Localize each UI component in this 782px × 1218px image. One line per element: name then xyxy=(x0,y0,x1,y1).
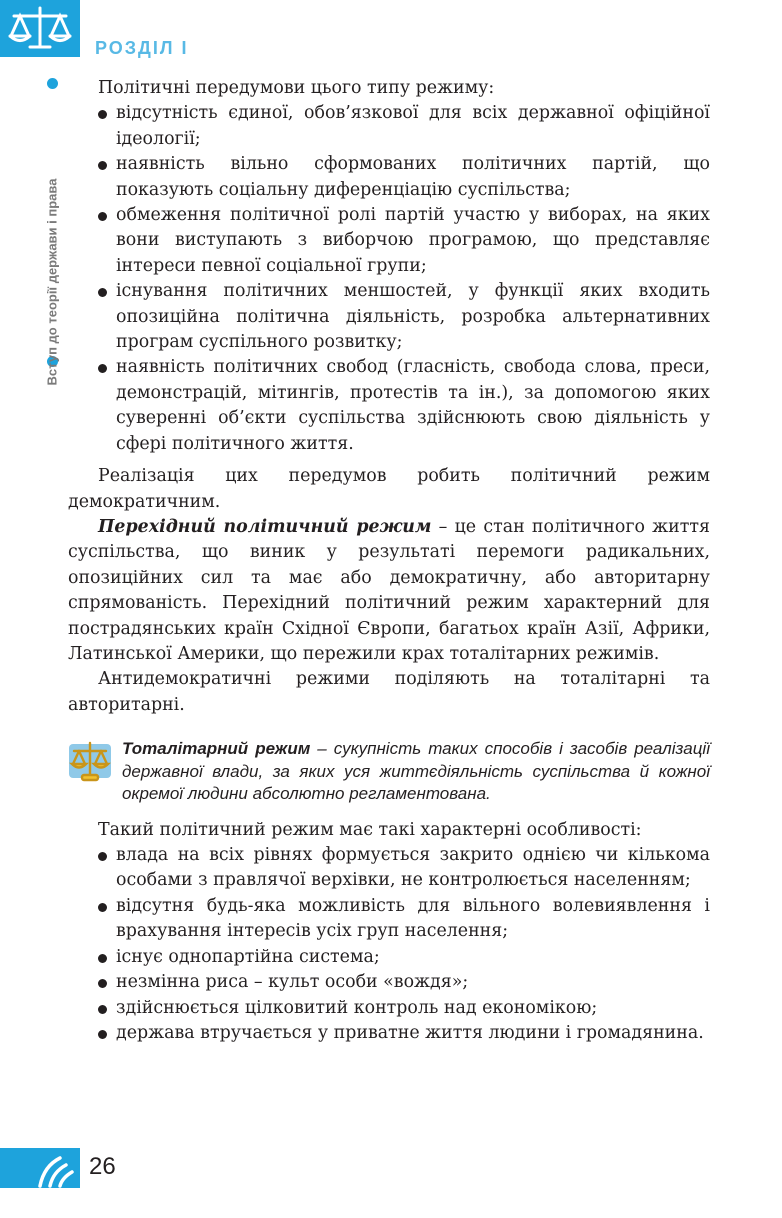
list-item: наявність вільно сформованих політичних партій, що показують соціальну диференціацію суспільства; xyxy=(68,152,710,203)
definition-text: – сукупність таких способів і засобів реалізації державної влади, за яких уся життєдіяльність суспільства й кожної окремої людини абсолютно регламентована. xyxy=(122,739,710,804)
bullet-icon xyxy=(98,364,107,373)
list-item: наявність політичних свобод (гласність, свобода слова, преси, демонстрацій, мітингів, протестів та ін.), за допомогою яких суверенні об’єкти суспільства здійснюють свою діяльність у сфері політичного життя. xyxy=(68,355,710,457)
list-item: держава втручається у приватне життя людини і громадянина. xyxy=(68,1021,710,1046)
bullet-icon xyxy=(98,212,107,221)
list-item: незмінна риса – культ особи «вождя»; xyxy=(68,970,710,995)
list-item: влада на всіх рівнях формується закрито однією чи кількома особами з правлячої верхівки, не контролюється населенням; xyxy=(68,843,710,894)
scales-icon xyxy=(0,0,80,57)
preconditions-intro: Політичні передумови цього типу режиму: xyxy=(98,78,495,98)
bullet-icon xyxy=(98,1030,107,1039)
bullet-icon xyxy=(98,979,107,988)
list-item: існує однопартійна система; xyxy=(68,945,710,970)
side-dot-top xyxy=(47,78,58,89)
page-number: 26 xyxy=(89,1153,116,1180)
bullet-icon xyxy=(98,161,107,170)
list-item: існування політичних меншостей, у функції яких входить опозиційна політична діяльність, розробка альтернативних програм суспільного розвитку; xyxy=(68,279,710,355)
bullet-icon xyxy=(98,288,107,297)
bullet-icon xyxy=(98,110,107,119)
definition-box xyxy=(68,738,710,806)
bullet-icon xyxy=(98,903,107,912)
realization-paragraph: Реалізація цих передумов робить політичний режим демократичним. xyxy=(68,466,710,512)
waves-icon xyxy=(0,1148,80,1188)
header-tab xyxy=(0,0,80,57)
footer-tab xyxy=(0,1148,80,1188)
features-intro: Такий політичний режим має такі характерні особливості: xyxy=(98,819,642,840)
features-list xyxy=(68,843,710,1046)
list-item: здійснюється цілковитий контроль над економікою; xyxy=(68,996,710,1021)
list-item: обмеження політичної ролі партій участю у виборах, на яких вони виступають з виборчою програмою, що представляє інтереси певної соціальної групи; xyxy=(68,203,710,279)
transitional-paragraph: Перехідний політичний режим – це стан політичного життя суспільства, що виник у результаті перемоги радикальних, опозиційних сил та має або демократичну, або авторитарну спрямованість. Перехідний політичний режим характерний для пострадянських країн Східної Європи, багатьох країн Азії, Африки, Латинської Америки, що пережили крах тоталітарних режимів. xyxy=(68,516,710,664)
preconditions-list xyxy=(68,101,710,457)
bullet-icon xyxy=(98,852,107,861)
scales-icon xyxy=(68,740,112,782)
term-totalitarian-regime: Тоталітарний режим xyxy=(122,739,311,759)
list-item: відсутня будь-яка можливість для вільного волевиявлення і врахування інтересів усіх груп населення; xyxy=(68,894,710,945)
list-item: відсутність єдиної, обов’язкової для всіх державної офіційної ідеології; xyxy=(68,101,710,152)
bullet-icon xyxy=(98,954,107,963)
section-label: РОЗДІЛ І xyxy=(95,38,189,58)
page-content xyxy=(68,76,710,1046)
term-transitional-regime: Перехідний політичний режим xyxy=(98,516,432,537)
bullet-icon xyxy=(98,1005,107,1014)
vertical-chapter-title: Вступ до теорії держави і права xyxy=(44,178,60,386)
antidemocratic-paragraph: Антидемократичні режими поділяють на тоталітарні та авторитарні. xyxy=(68,669,710,715)
